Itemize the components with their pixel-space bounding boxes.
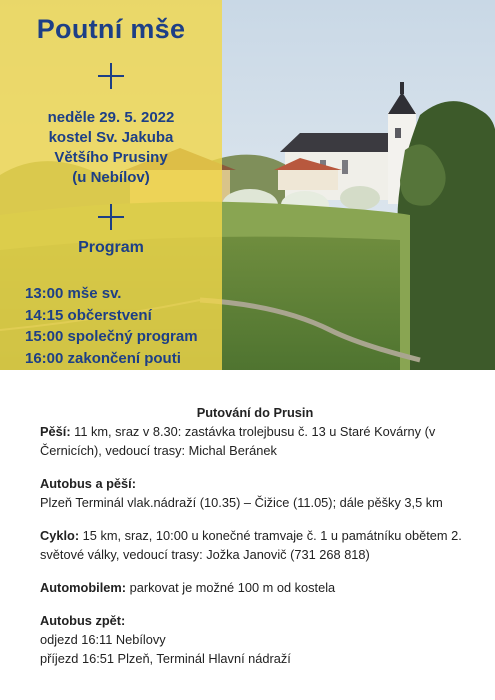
bus-back-label: Autobus zpět: (40, 613, 126, 628)
schedule-item: 14:15 občerstvení (25, 306, 152, 324)
bus-walk-info (40, 474, 470, 512)
info-panel (0, 0, 222, 370)
program-heading: Program (78, 239, 144, 256)
car-label: Automobilem: (40, 580, 127, 595)
event-info (0, 108, 222, 188)
walk-label: Pěší: (40, 424, 71, 439)
schedule-item: 13:00 mše sv. (25, 285, 122, 302)
cross-icon (98, 204, 124, 230)
bus-back-arrival: příjezd 16:51 Plzeň, Terminál Hlavní nádraží (40, 651, 291, 666)
cycle-text: 15 km, sraz, 10:00 u konečné tramvaje č. 1 u památníku obětem 2. světové války, vedoucí trasy: Jožka Janovič (731 268 818) (40, 528, 462, 562)
car-info (40, 578, 470, 597)
event-place-note: (u Nebílov) (72, 169, 150, 186)
event-date: neděle 29. 5. 2022 (47, 109, 175, 126)
bus-back-info (40, 611, 470, 668)
bus-walk-text: Plzeň Terminál vlak.nádraží (10.35) – Čižice (11.05); dále pěšky 3,5 km (40, 495, 443, 510)
walk-text: 11 km, sraz v 8.30: zastávka trolejbusu č. 13 u Staré Kovárny (v Černicích), vedoucí trasy: Michal Beránek (40, 424, 436, 458)
travel-details (40, 403, 470, 682)
cycle-label: Cyklo: (40, 528, 80, 543)
bus-walk-label: Autobus a pěší: (40, 476, 136, 491)
bus-back-departure: odjezd 16:11 Nebílovy (40, 632, 166, 647)
page-title: Poutní mše (36, 14, 186, 44)
car-text: parkovat je možné 100 m od kostela (126, 580, 336, 595)
program-schedule (25, 283, 198, 369)
walk-info (40, 422, 470, 460)
travel-heading: Putování do Prusin (196, 405, 314, 420)
event-place: Většího Prusiny (54, 149, 168, 166)
schedule-item: 15:00 společný program (25, 328, 198, 345)
event-church: kostel Sv. Jakuba (48, 129, 174, 146)
schedule-item: 16:00 zakončení pouti (25, 349, 181, 367)
cycle-info (40, 526, 470, 564)
cross-icon (98, 63, 124, 89)
